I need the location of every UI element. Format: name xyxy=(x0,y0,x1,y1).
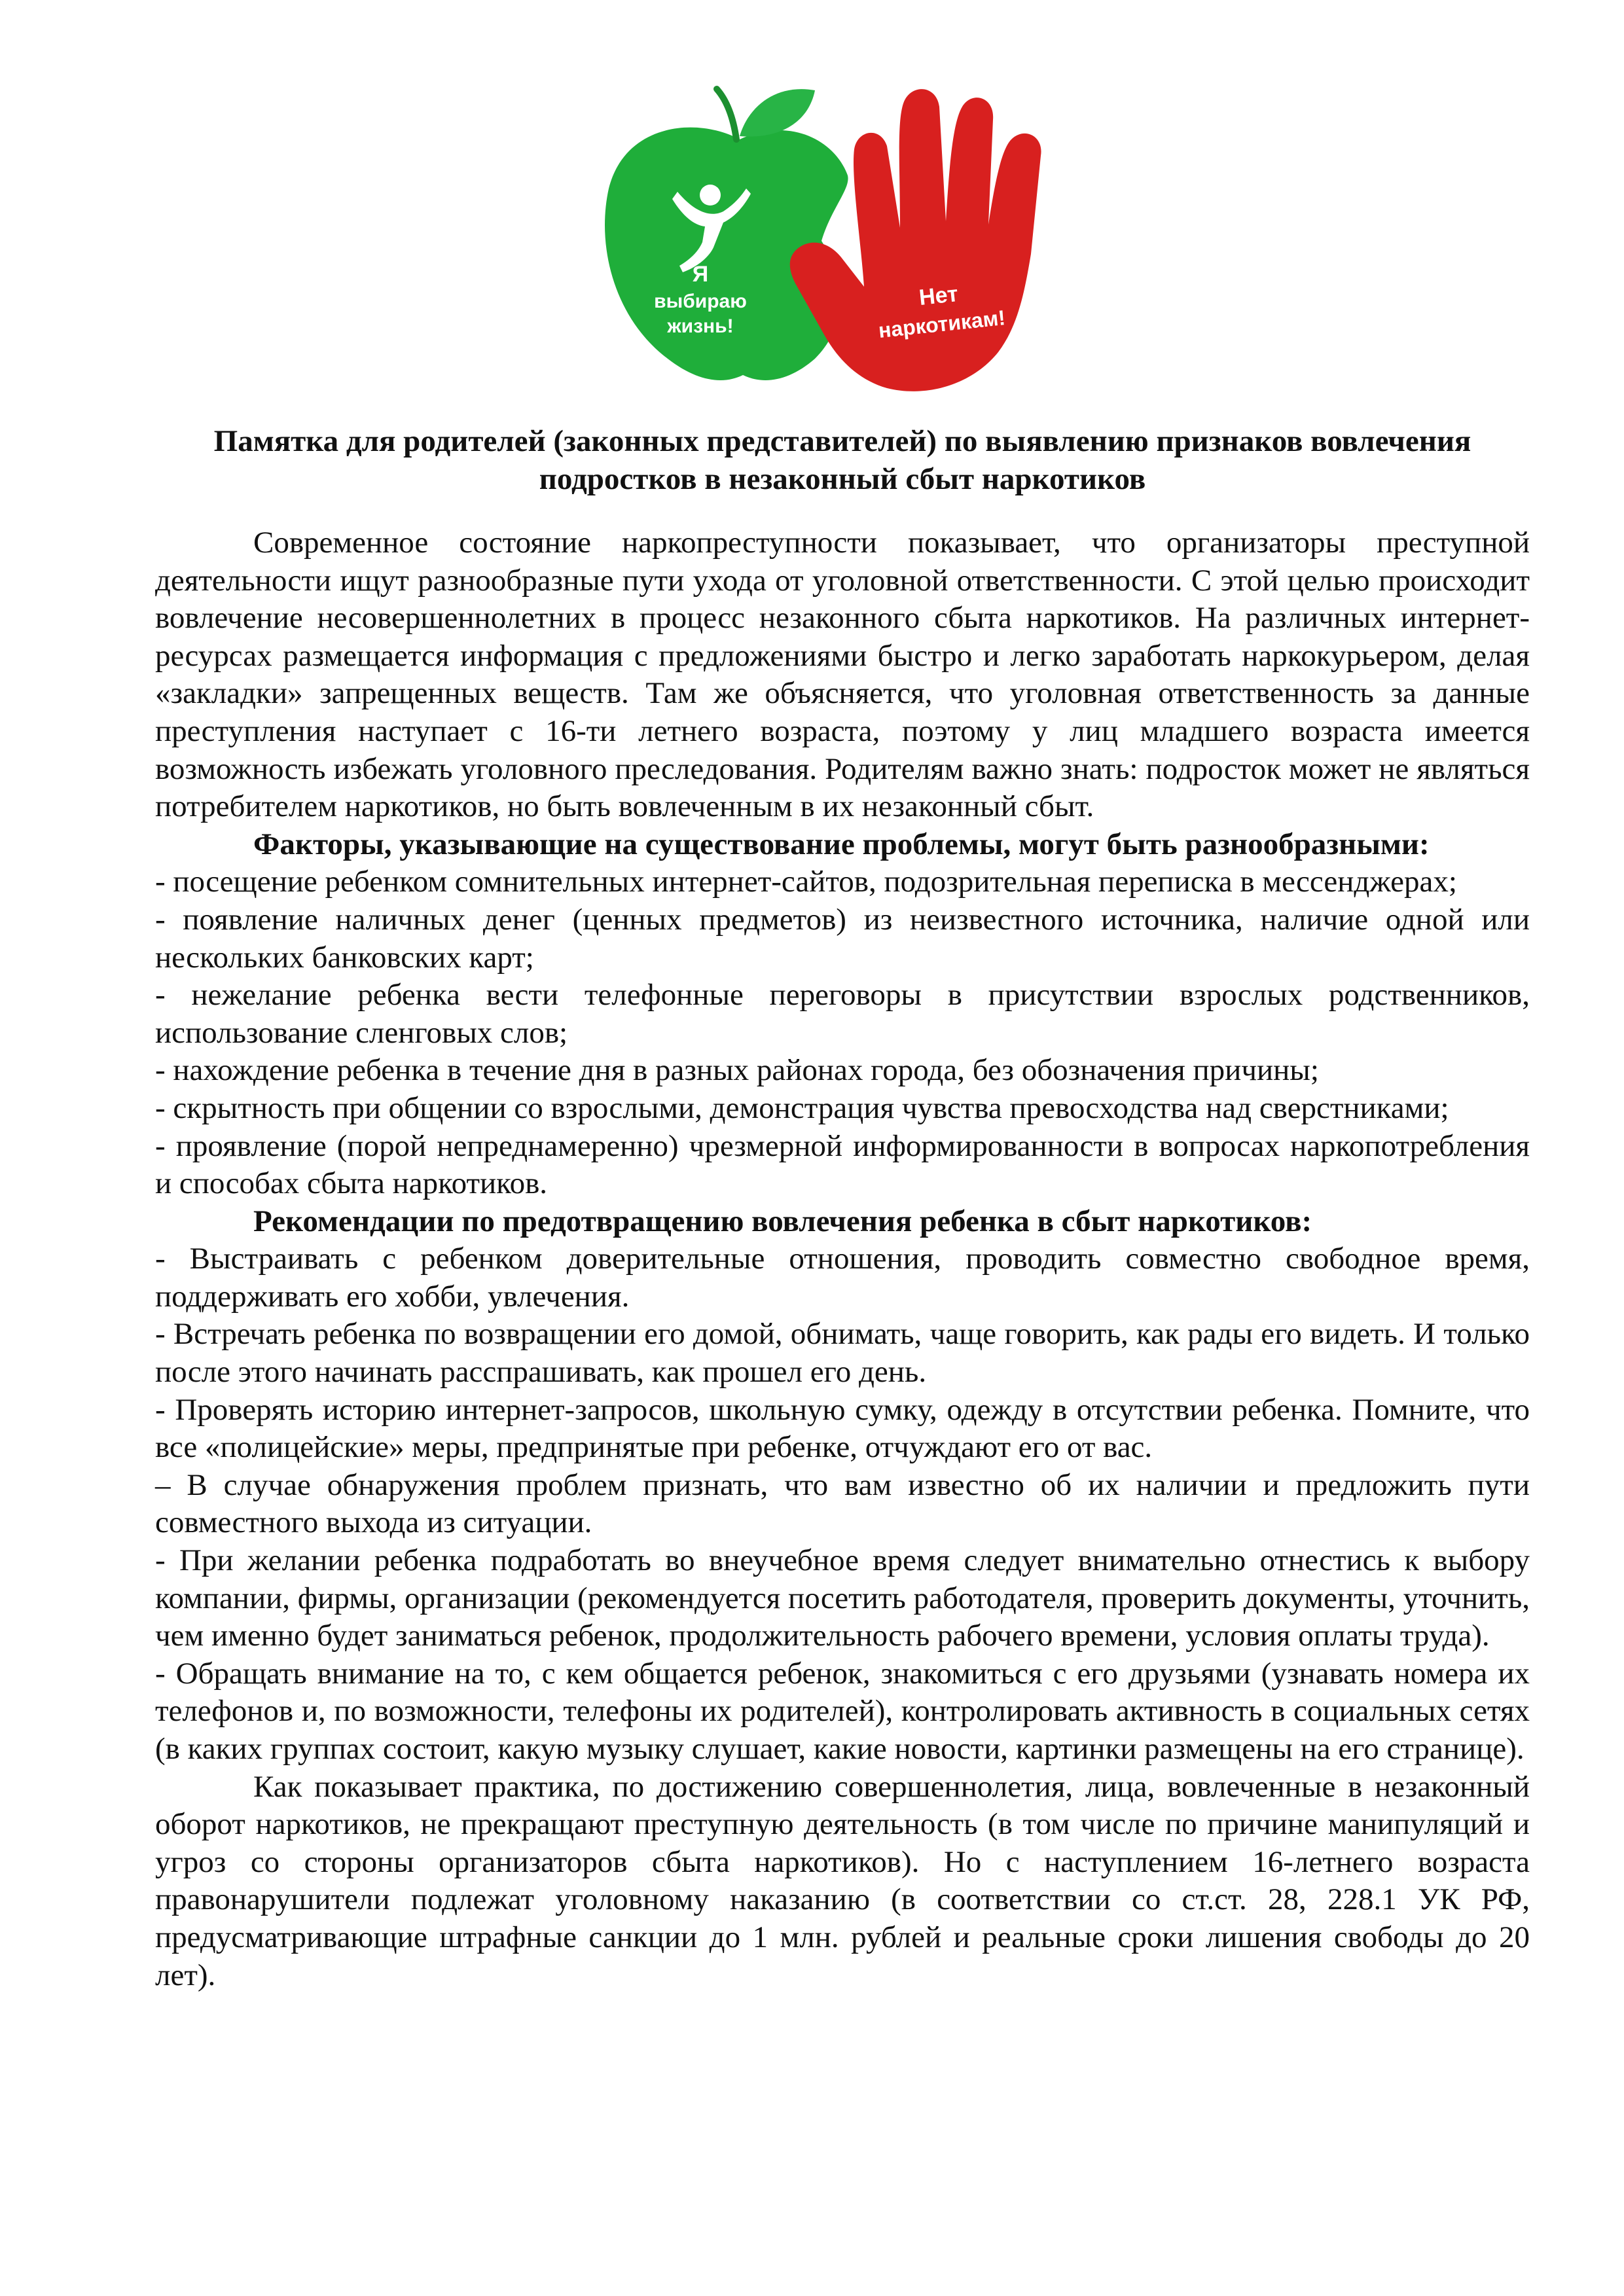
memo-title-line-2: подростков в незаконный сбыт наркотиков xyxy=(539,462,1146,496)
factor-item: - появление наличных денег (ценных предметов) из неизвестного источника, наличие одной или нескольких банковских карт; xyxy=(155,902,1530,975)
factor-item: - проявление (порой непреднамеренно) чрезмерной информированности в вопросах наркопотребления и способах сбыта наркотиков. xyxy=(155,1128,1530,1201)
factor-item: - посещение ребенком сомнительных интернет-сайтов, подозрительная переписка в мессенджерах; xyxy=(155,865,1457,899)
apple-leaf-shape xyxy=(740,89,815,137)
red-hand-shape xyxy=(790,89,1041,391)
intro-paragraph: Современное состояние наркопреступности показывает, что организаторы преступной деятельности ищут разнообразные пути ухода от уголовной ответственности. С этой целью происходит вовлечение несовершеннолетних в процесс незаконного сбыта наркотиков. На различных интернет-ресурсах размещается информация с предложениями быстро и легко заработать наркокурьером, делая «закладки» запрещенных веществ. Там же объясняется, что уголовная ответственность за данные преступления наступает с 16-ти летнего возраста, поэтому у лиц младшего возраста имеется возможность избежать уголовного преследования. Родителям важно знать: подросток может не являться потребителем наркотиков, но быть вовлеченным в их незаконный сбыт. xyxy=(155,526,1530,824)
recommendation-item: - Выстраивать с ребенком доверительные отношения, проводить совместно свободное время, поддерживать его хобби, увлечения. xyxy=(155,1242,1530,1314)
hand-text-line-1: Нет xyxy=(918,281,960,311)
factors-heading: Факторы, указывающие на существование проблемы, могут быть разнообразными: xyxy=(253,827,1430,861)
memo-title xyxy=(155,422,1530,498)
memo-title-line-1: Памятка для родителей (законных представителей) по выявлению признаков вовлечения xyxy=(213,424,1471,458)
factor-item: - скрытность при общении со взрослыми, демонстрация чувства превосходства над сверстниками; xyxy=(155,1090,1449,1125)
anti-drug-banner xyxy=(599,77,1086,400)
apple-text-line-3: жизнь! xyxy=(667,315,734,337)
recommendations-heading: Рекомендации по предотвращению вовлечения ребенка в сбыт наркотиков: xyxy=(253,1204,1312,1238)
memo-body xyxy=(155,422,1530,1994)
hand-text-line-2: наркотикам! xyxy=(877,305,1007,343)
recommendation-item: - Проверять историю интернет-запросов, школьную сумку, одежду в отсутствии ребенка. Помните, что все «полицейские» меры, предпринятые при ребенке, отчуждают его от вас. xyxy=(155,1392,1530,1465)
factor-item: - нежелание ребенка вести телефонные переговоры в присутствии взрослых родственников, использование сленговых слов; xyxy=(155,978,1530,1050)
factor-item: - нахождение ребенка в течение дня в разных районах города, без обозначения причины; xyxy=(155,1053,1319,1088)
conclusion-paragraph: Как показывает практика, по достижению совершеннолетия, лица, вовлеченные в незаконный оборот наркотиков, не прекращают преступную деятельность (в том числе по причине манипуляций и угроз со стороны организаторов сбыта наркотиков). Но с наступлением 16-летнего возраста правонарушители подлежат уголовному наказанию (в соответствии со ст.ст. 28, 228.1 УК РФ, предусматривающие штрафные санкции до 1 млн. рублей и реальные сроки лишения свободы до 20 лет). xyxy=(155,1769,1530,1992)
recommendation-item: – В случае обнаружения проблем признать, что вам известно об их наличии и предложить пути совместного выхода из ситуации. xyxy=(155,1467,1530,1540)
recommendation-item: - Обращать внимание на то, с кем общается ребенок, знакомиться с его друзьями (узнавать номера их телефонов и, по возможности, телефоны их родителей), контролировать активность в социальных сетях (в каких группах состоит, какую музыку слушает, какие новости, картинки размещены на его странице). xyxy=(155,1656,1530,1766)
apple-text-line-1: Я xyxy=(692,262,709,287)
recommendation-item: - При желании ребенка подработать во внеучебное время следует внимательно отнестись к выбору компании, фирмы, организации (рекомендуется посетить работодателя, проверить документы, уточнить, чем именно будет заниматься ребенок, продолжительность рабочего времени, условия оплаты труда). xyxy=(155,1543,1530,1653)
apple-text-line-2: выбираю xyxy=(654,291,747,312)
recommendation-item: - Встречать ребенка по возвращении его домой, обнимать, чаще говорить, как рады его видеть. И только после этого начинать расспрашивать, как прошел его день. xyxy=(155,1317,1530,1390)
